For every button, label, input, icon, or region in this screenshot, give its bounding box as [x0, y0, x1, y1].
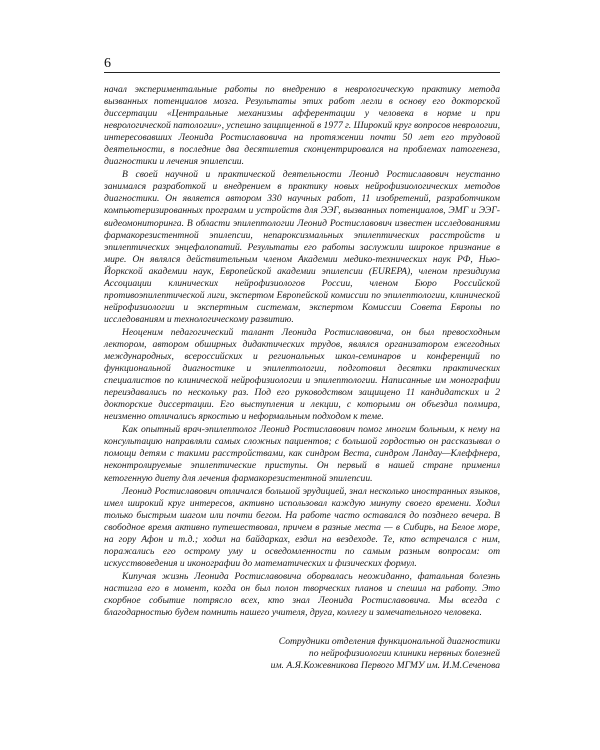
page-number: 6 [104, 56, 111, 71]
signature-line-1: Сотрудники отделения функциональной диагностики [278, 636, 500, 647]
signature-line-2: по нейрофизиологии клиники нервных болезней [308, 648, 500, 660]
paragraph-1: начал экспериментальные работы по внедрению в неврологическую практику метода вызванных потенциалов мозга. Результаты этих работ легли в основу его докторской диссертации «Центральные механизмы афферентации у человека в норме и при неврологической патологии», успешно защищенной в 1977 г. Широкий круг вопросов неврологии, интересовавших Леонида Ростиславовича на протяжении почти 50 лет его трудовой деятельности, в последние два десятилетия сконцентрировался на проблемах патогенеза, диагностики и лечения эпилепсии. [104, 84, 500, 168]
article-body [104, 84, 500, 620]
paragraph-4: Как опытный врач-эпилептолог Леонид Ростиславович помог многим больным, к нему на консультацию направляли самых сложных пациентов; с большой гордостью он рассказывал о помощи детям с такими расстройствами, как синдром Веста, синдром Ландау—Клеффнера, неконтролируемые эпилептические приступы. Он первый в нашей стране применил кетогенную диету для лечения фармакорезистентной эпилепсии. [104, 424, 500, 484]
header-rule [104, 72, 500, 73]
signature-block [104, 636, 500, 673]
paragraph-6: Кипучая жизнь Леонида Ростиславовича оборвалась неожиданно, фатальная болезнь настигла его в момент, когда он был полон творческих планов и спешил на работу. Это скорбное событие потрясло всех, кто знал Леонида Ростиславовича. Мы всегда с благодарностью будем помнить нашего учителя, друга, коллегу и замечательного человека. [104, 570, 500, 619]
signature-line-3: им. А.Я.Кожевникова Первого МГМУ им. И.М.Сеченова [270, 660, 500, 672]
paragraph-3: Неоценим педагогический талант Леонида Ростиславовича, он был превосходным лектором, автором обширных дидактических трудов, являлся организатором ежегодных международных, всероссийских и региональных школ-семинаров и конференций по функциональной диагностике и эпилептологии, подготовил десятки практических специалистов по клинической нейрофизиологии и эпилептологии. Написанные им монографии переиздавались по нескольку раз. Под его руководством защищено 11 кандидатских и 2 докторские диссертации. Его выступления и лекции, с которыми он объездил полмира, неизменно отличались яркостью и неформальным подходом к теме. [104, 326, 500, 423]
paragraph-5: Леонид Ростиславович отличался большой эрудицией, знал несколько иностранных языков, имел широкий круг интересов, активно использовал каждую минуту своего времени. Ходил только быстрым шагом или почти бегом. На работе часто оставался до позднего вечера. В свободное время активно путешествовал, причем в разные места — в Сибирь, на Белое море, на гору Афон и т.д.; ходил на байдарках, ездил на вездеходе. Те, кто встречался с ним, поражались его острому уму и осведомленности по самым разным вопросам: от искусствоведения и иконографии до математических и физических формул. [104, 485, 500, 569]
paragraph-2: В своей научной и практической деятельности Леонид Ростиславович неустанно занимался разработкой и внедрением в практику новых нейрофизиологических методов диагностики. Он является автором 330 научных работ, 11 изобретений, разработчиком компьютеризированных программ и устройств для ЭЭГ, вызванных потенциалов, ЭМГ и ЭЭГ-видеомониторинга. В области эпилептологии Леонид Ростиславович известен исследованиями фармакорезистентной эпилепсии, непароксизмальных эпилептических расстройств и эпилептических энцефалопатий. Результаты его работы заслужили широкое признание в мире. Он являлся действительным членом Академии медико-технических наук РФ, Нью-Йоркской академии наук, Европейской академии эпилепсии (EUREPA), членом президиума Ассоциации клинических нейрофизиологов России, членом Бюро Российской противоэпилептической лиги, экспертом Европейской комиссии по эпилептологии, клинической нейрофизиологии и экспертным системам, экспертом Комиссии Совета Европы по исследованиям и технологическому развитию. [104, 169, 500, 325]
